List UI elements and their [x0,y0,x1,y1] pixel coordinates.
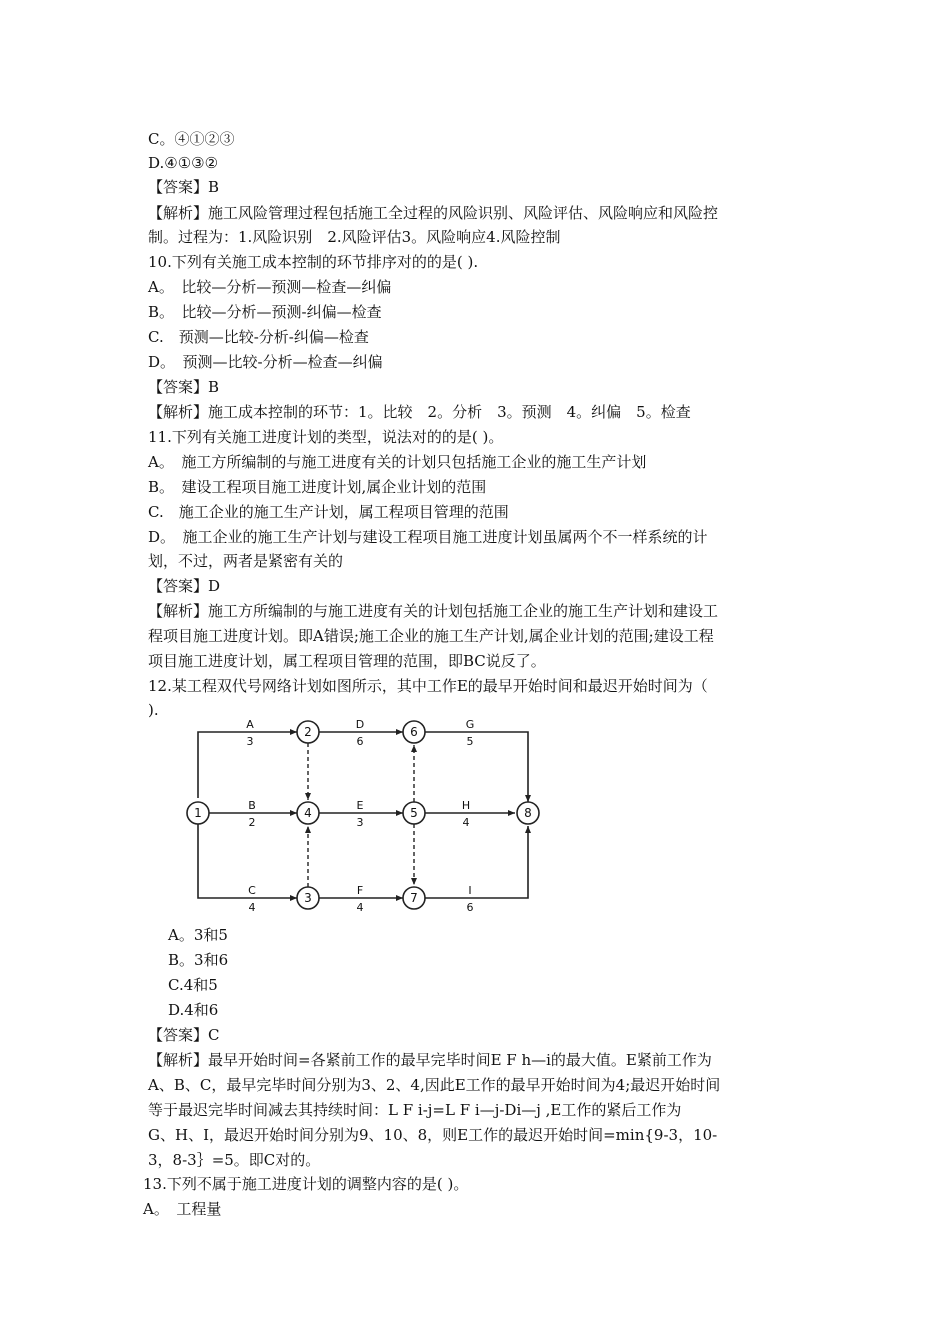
q12-option-c: C.4和5 [168,976,218,994]
node-3-label: 3 [304,891,312,905]
activity-a-duration: 3 [246,735,254,748]
node-4-label: 4 [304,806,312,820]
q12-stem-line-2: ). [148,701,159,719]
q12-explanation-line-2: A、B、C，最早完毕时间分别为3、2、4,因此E工作的最早开始时间为4;最迟开始时间 [148,1076,721,1094]
q11-explanation-line-2: 程项目施工进度计划。即A错误;施工企业的施工生产计划,属企业计划的范围;建设工程 [148,627,714,645]
q13-option-a: A。 工程量 [143,1200,222,1218]
q10-option-b: B。 比较—分析—预测-纠偏—检查 [148,303,382,321]
activity-a-name: A [246,718,254,731]
activity-g-name: G [465,718,475,731]
q9-answer: 【答案】B [148,178,220,196]
node-8-label: 8 [524,806,532,820]
q12-explanation-line-3: 等于最迟完毕时间减去其持续时间：L F i-j=L F i—j-Di—j ,E工作的紧后工作为 [148,1101,682,1119]
q11-answer: 【答案】D [148,577,221,595]
q12-explanation-line-4: G、H、I，最迟开始时间分别为9、10、8，则E工作的最迟开始时间=min{9-3，10- [148,1126,718,1144]
node-1-label: 1 [194,806,202,820]
q10-option-a: A。 比较—分析—预测—检查—纠偏 [148,278,392,296]
activity-d-name: D [355,718,365,731]
activity-e-duration: 3 [356,816,364,829]
q9-explanation-line-2: 制。过程为：1.风险识别 2.风险评估3。风险响应4.风险控制 [148,228,561,246]
q11-option-d-line-2: 划，不过，两者是紧密有关的 [148,552,344,570]
activity-g-duration: 5 [466,735,474,748]
q10-option-c: C. 预测—比较-分析-纠偏—检查 [148,328,369,346]
q9-explanation-line-1: 【解析】施工风险管理过程包括施工全过程的风险识别、风险评估、风险响应和风险控 [148,204,719,222]
activity-f-duration: 4 [356,901,364,914]
activity-e-name: E [356,799,364,812]
activity-i-duration: 6 [466,901,474,914]
q12-option-b: B。3和6 [168,951,229,969]
q11-stem: 11.下列有关施工进度计划的类型，说法对的的是( )。 [148,428,504,446]
q12-explanation-line-5: 3，8-3｝=5。即C对的。 [148,1151,321,1169]
q11-option-b: B。 建设工程项目施工进度计划,属企业计划的范围 [148,478,487,496]
node-5-label: 5 [410,806,418,820]
activity-c-name: C [248,884,256,897]
arrow-7-8 [425,826,528,898]
q11-explanation-line-1: 【解析】施工方所编制的与施工进度有关的计划包括施工企业的施工生产计划和建设工 [148,602,719,620]
q12-stem-line-1: 12.某工程双代号网络计划如图所示，其中工作E的最早开始时间和最迟开始时间为（ [148,677,708,695]
activity-d-duration: 6 [356,735,364,748]
activity-i-name: I [468,884,472,897]
activity-c-duration: 4 [248,901,256,914]
q10-stem: 10.下列有关施工成本控制的环节排序对的的是( ). [148,253,479,271]
activity-f-name: F [356,884,364,897]
node-7-label: 7 [410,891,418,905]
q12-answer: 【答案】C [148,1026,220,1044]
network-diagram [180,718,550,918]
q11-option-d-line-1: D。 施工企业的施工生产计划与建设工程项目施工进度计划虽属两个不一样系统的计 [148,528,708,546]
q9-option-d: D.④①③② [148,154,219,172]
arrow-6-8 [425,732,528,802]
q12-option-d: D.4和6 [168,1001,219,1019]
node-6-label: 6 [410,725,418,739]
node-2-label: 2 [304,725,312,739]
q12-option-a: A。3和5 [168,926,228,944]
q11-explanation-line-3: 项目施工进度计划，属工程项目管理的范围，即BC说反了。 [148,652,546,670]
activity-h-duration: 4 [462,816,470,829]
q11-option-c: C. 施工企业的施工生产计划，属工程项目管理的范围 [148,503,509,521]
q9-option-c: C。④①②③ [148,130,235,148]
activity-b-duration: 2 [248,816,256,829]
q11-option-a: A。 施工方所编制的与施工进度有关的计划只包括施工企业的施工生产计划 [148,453,647,471]
q13-stem: 13.下列不属于施工进度计划的调整内容的是( )。 [143,1175,469,1193]
q10-answer: 【答案】B [148,378,220,396]
activity-b-name: B [248,799,256,812]
q10-option-d: D。 预测—比较-分析—检查—纠偏 [148,353,383,371]
q10-explanation: 【解析】施工成本控制的环节：1。比较 2。分析 3。预测 4。纠偏 5。检查 [148,403,691,421]
q12-explanation-line-1: 【解析】最早开始时间=各紧前工作的最早完毕时间E F h—i的最大值。E紧前工作为 [148,1051,712,1069]
activity-h-name: H [461,799,471,812]
